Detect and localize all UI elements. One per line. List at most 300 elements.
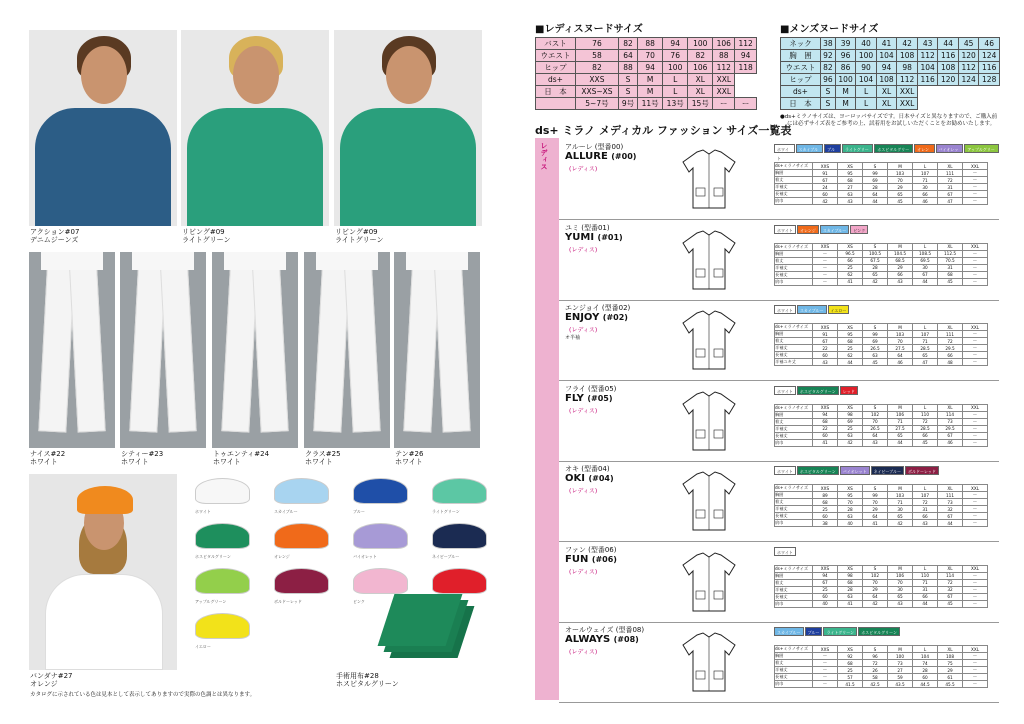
size-row	[536, 98, 757, 110]
scrub-top-photo	[334, 30, 482, 226]
color-chip: スカイブルー	[774, 627, 804, 636]
size-row	[775, 278, 988, 285]
size-cell: 110	[913, 411, 938, 418]
size-header-cell: M	[888, 646, 913, 653]
size-cell: 胸囲	[775, 492, 813, 499]
size-cell: 着丈	[775, 338, 813, 345]
size-header-cell: ds+ミラノサイズ	[775, 243, 813, 250]
size-cell: ウエスト	[781, 62, 821, 74]
size-cell: 68	[813, 499, 838, 506]
size-cell: 88	[713, 50, 735, 62]
size-cell: ヒップ	[536, 62, 576, 74]
size-cell: 68	[838, 177, 863, 184]
size-row	[775, 513, 988, 520]
size-header-row	[775, 163, 988, 170]
size-row	[775, 653, 988, 660]
size-cell: 22	[813, 345, 838, 352]
size-header-cell: S	[863, 565, 888, 572]
size-cell: ー	[813, 271, 838, 278]
size-cell: 62	[838, 352, 863, 359]
size-row	[775, 331, 988, 338]
garment-sketch	[679, 229, 739, 291]
size-cell: XXL	[897, 86, 918, 98]
orange-bandana-on-model	[77, 486, 133, 514]
size-cell: 半袖丈	[775, 264, 813, 271]
size-header-cell: L	[913, 243, 938, 250]
size-row	[775, 600, 988, 607]
size-cell: 39	[835, 38, 855, 50]
size-cell: ー	[813, 674, 838, 681]
size-cell: 67	[938, 513, 963, 520]
product-en-name	[565, 473, 614, 484]
size-cell: 128	[979, 74, 1000, 86]
size-cell: 28	[838, 506, 863, 513]
bandana-swatch	[432, 478, 487, 504]
size-cell: 112	[735, 38, 757, 50]
size-header-cell: XS	[838, 565, 863, 572]
size-cell: 32	[938, 506, 963, 513]
size-header-cell: XL	[938, 404, 963, 411]
photo-shape	[81, 46, 127, 104]
size-cell: 100	[835, 74, 855, 86]
size-header-cell: S	[863, 646, 888, 653]
size-cell: ウエスト	[536, 50, 576, 62]
size-row	[775, 681, 988, 688]
color-chip-row	[774, 386, 858, 395]
photo-shape	[41, 252, 103, 270]
size-cell: 61	[938, 674, 963, 681]
size-cell: 88	[638, 38, 663, 50]
bandana-color-name: アップルグリーン	[195, 599, 227, 604]
size-cell: 66	[938, 352, 963, 359]
size-cell: 94	[813, 572, 838, 579]
product-size-table	[774, 484, 988, 527]
ladies-tag: (レディス)	[569, 327, 598, 334]
size-cell: 67	[938, 593, 963, 600]
size-cell: 41	[876, 38, 896, 50]
size-row	[775, 191, 988, 198]
size-cell: 72	[913, 418, 938, 425]
size-cell: 100	[663, 62, 688, 74]
size-cell: 108.5	[913, 250, 938, 257]
size-cell: 60	[813, 352, 838, 359]
size-cell: ー	[963, 352, 988, 359]
size-header-cell: ds+ミラノサイズ	[775, 646, 813, 653]
size-cell: 長袖丈	[775, 593, 813, 600]
size-cell: 62	[838, 271, 863, 278]
size-cell: 96	[821, 74, 836, 86]
size-cell: ー	[963, 425, 988, 432]
size-cell: 99	[863, 170, 888, 177]
size-cell: 68.5	[888, 257, 913, 264]
color-chip: バイオレット	[936, 144, 964, 153]
size-cell: 65	[888, 513, 913, 520]
size-cell: 67	[813, 338, 838, 345]
product-jp-name: ファン (型番06)	[565, 545, 617, 554]
size-cell: 58	[576, 50, 619, 62]
size-header-cell: M	[888, 324, 913, 331]
size-cell: ー	[813, 653, 838, 660]
size-cell: 116	[979, 62, 1000, 74]
size-cell: 胸囲	[775, 411, 813, 418]
size-cell: 112	[917, 50, 937, 62]
photo-shape	[406, 252, 468, 270]
ladies-tag: (レディス)	[569, 488, 598, 495]
product-size-table	[774, 162, 988, 205]
color-chip-row	[774, 305, 849, 314]
size-header-row	[775, 324, 988, 331]
size-cell: 73	[938, 499, 963, 506]
size-cell: 28	[913, 667, 938, 674]
photo-shape	[386, 46, 432, 104]
product-code: (#06)	[591, 554, 617, 564]
size-cell: ー	[963, 600, 988, 607]
size-cell: 44	[888, 439, 913, 446]
size-cell: 104	[917, 62, 937, 74]
size-cell: ー	[963, 660, 988, 667]
size-cell: 100.5	[863, 250, 888, 257]
ladies-size-table	[535, 37, 757, 110]
size-cell: 58	[863, 674, 888, 681]
bandana-color-name: オレンジ	[274, 554, 290, 559]
bandana-swatch	[432, 568, 487, 594]
size-cell: 69.5	[913, 257, 938, 264]
product-name: YUMI	[565, 231, 595, 243]
size-row	[536, 86, 757, 98]
size-cell: 60	[813, 191, 838, 198]
photo-shape	[340, 108, 476, 226]
size-cell: 59	[888, 674, 913, 681]
size-cell: 44	[938, 520, 963, 527]
size-cell: 29	[888, 264, 913, 271]
size-cell: 43	[838, 198, 863, 205]
bandana-color-name: バイオレット	[353, 554, 377, 559]
size-cell: 82	[688, 50, 713, 62]
size-cell: 73	[888, 660, 913, 667]
size-cell: 60	[913, 674, 938, 681]
product-note: オ半袖	[565, 335, 581, 341]
size-row	[775, 520, 988, 527]
size-header-row	[775, 243, 988, 250]
size-cell: 103	[888, 170, 913, 177]
size-cell: 27	[838, 184, 863, 191]
color-chip: ホワイト	[774, 466, 796, 475]
product-name: ALLURE	[565, 151, 608, 162]
size-header-cell: XXS	[813, 324, 838, 331]
size-header-cell: L	[913, 324, 938, 331]
size-cell: 104	[876, 50, 896, 62]
size-cell: 肩巾	[775, 681, 813, 688]
size-cell: 41	[838, 600, 863, 607]
size-header-cell: XXS	[813, 646, 838, 653]
bandana-swatch	[195, 568, 250, 594]
size-row	[775, 506, 988, 513]
product-code: (#01)	[597, 232, 623, 242]
size-cell: バスト	[536, 38, 576, 50]
size-cell: 75	[938, 660, 963, 667]
color-chip: バイオレット	[840, 466, 870, 475]
towel-caption	[336, 672, 399, 688]
size-cell: ー	[963, 572, 988, 579]
size-cell: 66	[913, 593, 938, 600]
size-cell: 肩巾	[775, 439, 813, 446]
photo-shape	[316, 252, 378, 270]
size-cell: 41	[838, 278, 863, 285]
top-photo-caption	[335, 228, 384, 244]
size-cell: 5~7号	[576, 98, 619, 110]
product-name: ALWAYS	[565, 634, 611, 645]
caption-line: トゥエンティ#24	[213, 450, 270, 458]
size-cell: ー	[963, 271, 988, 278]
size-header-cell: XXL	[963, 324, 988, 331]
ladies-size-title: ■レディスヌードサイズ	[535, 24, 643, 35]
size-cell: 46	[888, 359, 913, 366]
product-name: FLY	[565, 392, 584, 404]
size-cell: 96	[863, 653, 888, 660]
size-cell: 65	[863, 271, 888, 278]
size-cell: 半袖ユキ丈	[775, 359, 813, 366]
size-cell	[536, 98, 576, 110]
size-header-cell: XXL	[963, 565, 988, 572]
size-cell: 45	[958, 38, 978, 50]
size-cell: 66	[913, 432, 938, 439]
bandana-color-name: イエロー	[195, 644, 211, 649]
product-row	[559, 140, 999, 220]
size-cell: 90	[856, 62, 876, 74]
caption-line: デニムジーンズ	[30, 236, 79, 244]
size-row	[775, 184, 988, 191]
size-cell: 67	[938, 191, 963, 198]
size-row	[775, 359, 988, 366]
top-photo-caption	[182, 228, 231, 244]
size-cell: 60	[813, 593, 838, 600]
size-cell: XXS~XS	[576, 86, 619, 98]
pants-caption	[213, 450, 269, 466]
size-cell: 25	[838, 345, 863, 352]
size-cell: 107	[913, 492, 938, 499]
color-chip: ホスピタルグリーン	[874, 144, 913, 153]
size-row	[775, 177, 988, 184]
size-header-cell: M	[888, 404, 913, 411]
size-cell: 43	[813, 359, 838, 366]
product-jp-name: オキ (型番04)	[565, 465, 610, 473]
size-cell: 43	[888, 278, 913, 285]
bandana-swatch	[353, 568, 408, 594]
size-cell: ー	[963, 681, 988, 688]
size-cell: 42	[863, 278, 888, 285]
size-cell: 107	[913, 331, 938, 338]
size-header-cell: XL	[938, 565, 963, 572]
size-cell: 110	[913, 572, 938, 579]
product-code: (#02)	[602, 313, 628, 322]
size-cell: 63	[838, 191, 863, 198]
caption-line: ライトグリーン	[335, 236, 384, 244]
size-row	[775, 674, 988, 681]
size-cell: 95	[838, 331, 863, 338]
product-en-name	[565, 634, 639, 645]
size-cell: 94	[638, 62, 663, 74]
size-header-row	[775, 404, 988, 411]
size-cell: ds+	[781, 86, 821, 98]
size-cell: 96.5	[838, 250, 863, 257]
photo-shape	[343, 252, 380, 433]
size-row	[775, 572, 988, 579]
size-cell: XL	[876, 86, 896, 98]
size-cell: 111	[938, 492, 963, 499]
color-chip: ブルー	[824, 144, 841, 153]
size-cell: 116	[938, 50, 958, 62]
size-cell: ー	[963, 513, 988, 520]
size-cell: 44	[913, 600, 938, 607]
size-row	[775, 499, 988, 506]
size-cell: 46	[938, 439, 963, 446]
size-header-cell: M	[888, 243, 913, 250]
size-row	[536, 62, 757, 74]
size-header-cell: XL	[938, 324, 963, 331]
size-cell: L	[856, 98, 876, 110]
size-cell: ー	[963, 499, 988, 506]
size-cell: 28.5	[913, 345, 938, 352]
photo-shape	[233, 46, 279, 104]
size-cell: 46	[913, 198, 938, 205]
size-cell: 99	[863, 492, 888, 499]
size-cell: L	[663, 74, 688, 86]
size-cell: 25	[838, 264, 863, 271]
color-chip: スカイブルー	[820, 225, 850, 234]
size-cell: ー	[813, 250, 838, 257]
size-cell: ー	[963, 345, 988, 352]
size-cell: ー	[963, 653, 988, 660]
size-cell: 30	[913, 184, 938, 191]
garment-sketch	[679, 148, 739, 210]
size-row	[775, 257, 988, 264]
size-cell: 72	[863, 660, 888, 667]
product-en-name	[565, 151, 636, 162]
size-list-title: ds+ ミラノ メディカル ファッション サイズ一覧表	[535, 124, 792, 137]
size-cell: 108	[938, 62, 958, 74]
size-row	[536, 50, 757, 62]
size-cell: 43	[913, 520, 938, 527]
color-chip-row	[774, 547, 796, 556]
size-cell: 63	[838, 513, 863, 520]
color-chip-row	[774, 627, 900, 636]
size-cell: ー	[813, 660, 838, 667]
size-note-line: ●ds+ミラノサイズは、ヨーロッパサイズです。日本サイズと異なりますので、ご購入前	[780, 114, 998, 120]
size-cell: 40	[856, 38, 876, 50]
size-cell: 68	[838, 579, 863, 586]
size-cell: 半袖丈	[775, 586, 813, 593]
size-cell: 着丈	[775, 660, 813, 667]
size-header-cell: S	[863, 324, 888, 331]
bandana-model-caption	[30, 672, 73, 688]
size-cell: 長袖丈	[775, 674, 813, 681]
size-cell: 45.5	[938, 681, 963, 688]
photo-shape	[251, 252, 288, 433]
size-cell: 69	[863, 338, 888, 345]
size-cell: 9号	[618, 98, 637, 110]
size-cell: 着丈	[775, 418, 813, 425]
caption-line: テン#26	[395, 450, 424, 458]
size-cell: 124	[979, 50, 1000, 62]
product-code: (#00)	[611, 152, 637, 161]
size-cell: 98	[838, 411, 863, 418]
color-chip: ホワイト	[774, 386, 796, 395]
size-cell: 114	[938, 411, 963, 418]
product-row	[559, 221, 999, 301]
size-cell: 72	[938, 338, 963, 345]
size-cell: 42	[897, 38, 918, 50]
size-cell: 108	[876, 74, 896, 86]
size-cell: 着丈	[775, 499, 813, 506]
product-jp-name: フライ (型番05)	[565, 384, 617, 393]
size-header-cell: XS	[838, 324, 863, 331]
size-row	[775, 586, 988, 593]
size-cell: ー	[963, 506, 988, 513]
size-cell: 120	[958, 50, 978, 62]
size-header-cell: XXS	[813, 485, 838, 492]
caption-line: リビング#09	[182, 228, 225, 236]
size-header-cell: S	[863, 163, 888, 170]
size-row	[775, 667, 988, 674]
size-cell: 肩巾	[775, 600, 813, 607]
size-cell: 94	[663, 38, 688, 50]
size-header-cell: XS	[838, 646, 863, 653]
size-header-cell: XS	[838, 485, 863, 492]
size-cell: 27	[888, 667, 913, 674]
size-cell: 68	[938, 271, 963, 278]
size-cell: ー	[963, 579, 988, 586]
size-cell: 15号	[688, 98, 713, 110]
size-cell: 67	[813, 579, 838, 586]
garment-sketch	[679, 551, 739, 613]
photo-shape	[224, 252, 286, 270]
color-chip: ライトグリーン	[842, 144, 873, 153]
size-header-cell: ds+ミラノサイズ	[775, 324, 813, 331]
size-cell: 11号	[638, 98, 663, 110]
product-size-table	[774, 565, 988, 608]
size-cell: ー	[963, 198, 988, 205]
bandana-color-name: スカイブルー	[274, 509, 298, 514]
color-chip: ホワイト	[774, 305, 796, 314]
size-cell: XL	[876, 98, 896, 110]
size-row	[775, 432, 988, 439]
size-cell: 70	[838, 499, 863, 506]
size-cell: 41	[863, 520, 888, 527]
size-cell: 26.5	[863, 345, 888, 352]
size-cell: 70.5	[938, 257, 963, 264]
size-cell: 45	[863, 359, 888, 366]
product-size-table	[774, 645, 988, 688]
product-name: ENJOY	[565, 312, 600, 323]
size-cell: 71	[913, 579, 938, 586]
size-cell: ー	[963, 257, 988, 264]
size-header-cell: M	[888, 485, 913, 492]
pants-photo	[29, 252, 115, 448]
size-cell: 106	[888, 411, 913, 418]
size-cell: 71	[913, 338, 938, 345]
color-chip: ホスピタルグリーン	[797, 386, 839, 395]
size-cell: 66	[838, 257, 863, 264]
color-chip: スカイブルー	[796, 144, 824, 153]
size-cell: 44	[838, 359, 863, 366]
size-row	[775, 660, 988, 667]
product-code: (#05)	[587, 393, 613, 403]
size-cell: 46	[979, 38, 1000, 50]
size-cell: 半袖丈	[775, 667, 813, 674]
size-cell: 65	[888, 432, 913, 439]
mens-size-title: ■メンズヌードサイズ	[780, 24, 879, 35]
caption-line: 手術用布#28	[336, 672, 379, 680]
